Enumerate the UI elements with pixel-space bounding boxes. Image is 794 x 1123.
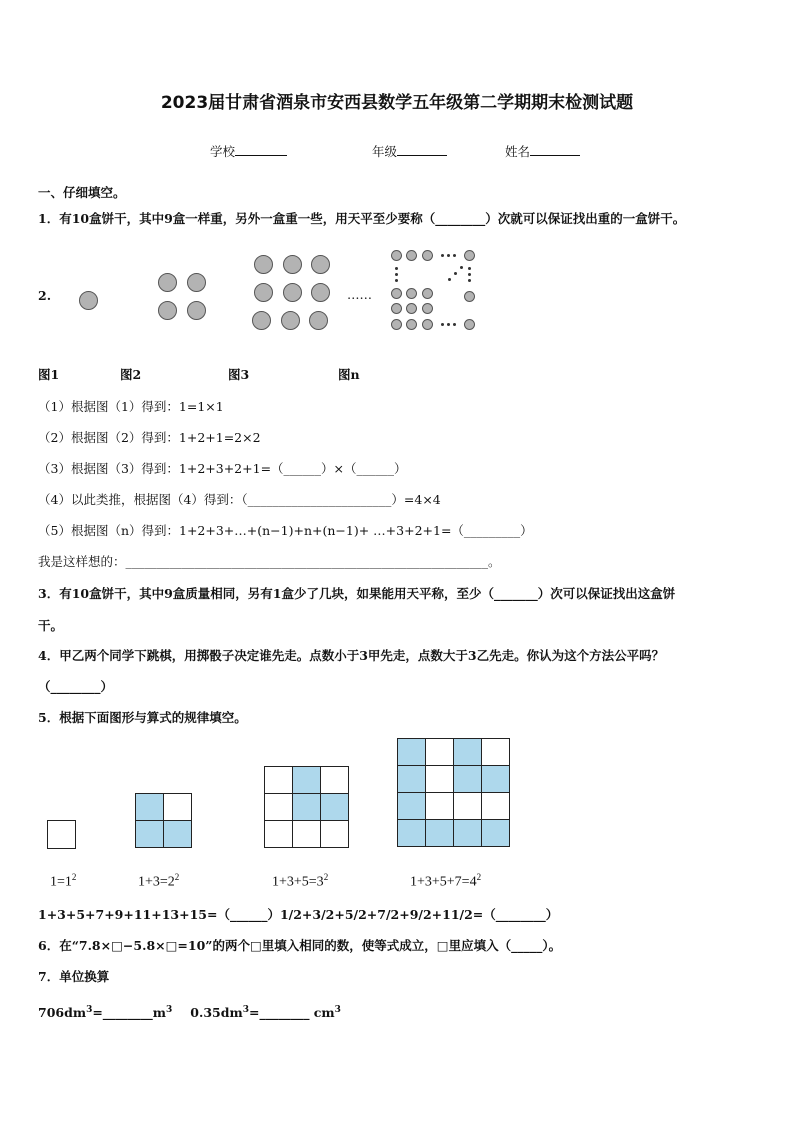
grid-1 [47, 820, 76, 849]
question-7-conversions: $706dm^3=\_\_\_\_\_\_\_\_m^3$ $0.35dm^3=\_\_\_\_\_\_\_\_$ $cm^3$ [38, 1005, 341, 1021]
grade-blank[interactable] [397, 143, 447, 156]
q2-explain: 我是这样想的：__________________________________________________________。 [38, 554, 501, 569]
equation-4: $1+3+5+7=4^2$ [410, 872, 482, 890]
question-4-blank: （________） [38, 679, 114, 694]
q2-line-1: （1）根据图（1）得到：1=1×1 [38, 399, 224, 414]
grid-4 [397, 738, 510, 847]
q2-line-2: （2）根据图（2）得到：1+2+1=2×2 [38, 430, 261, 445]
school-blank[interactable] [235, 143, 287, 156]
grid-3 [264, 766, 349, 848]
fig-label-1: 图1 [38, 367, 60, 382]
question-1: 1．有10盒饼干，其中9盒一样重，另外一盒重一些，用天平至少要称（________）次就可以保证找出重的一盒饼干。 [38, 211, 686, 226]
grade-field: 年级 [372, 142, 447, 160]
grid-2 [135, 793, 192, 848]
fig-label-n: 图n [338, 367, 360, 382]
equation-1: $1=1^2$ [50, 872, 77, 890]
question-7: 7．单位换算 [38, 969, 110, 984]
name-blank[interactable] [530, 143, 580, 156]
fig-label-2: 图2 [120, 367, 142, 382]
page-title: 2023届甘肃省酒泉市安西县数学五年级第二学期期末检测试题 [160, 93, 634, 113]
equation-2: $1+3=2^2$ [138, 872, 180, 890]
school-field: 学校 [210, 142, 287, 160]
figure-ellipsis: …… [347, 287, 372, 302]
question-5-blanks: 1+3+5+7+9+11+13+15=（______）1/2+3/2+5/2+7/2+9/2+11/2=（________） [38, 907, 559, 922]
question-3-cont: 干。 [38, 618, 64, 633]
question-2-number: 2. [38, 288, 52, 303]
question-4: 4．甲乙两个同学下跳棋，用掷骰子决定谁先走。点数小于3甲先走，点数大于3乙先走。你认为这个方法公平吗？ [38, 648, 665, 663]
question-3: 3．有10盒饼干，其中9盒质量相同，另有1盒少了几块，如果能用天平称，至少（_______）次可以保证找出这盒饼 [38, 586, 676, 601]
question-5: 5．根据下面图形与算式的规律填空。 [38, 710, 247, 725]
q2-line-4: （4）以此类推，根据图（4）得到：（_______________________）=4×4 [38, 492, 441, 507]
section-heading: 一、仔细填空。 [38, 185, 126, 200]
equation-3: $1+3+5=3^2$ [272, 872, 329, 890]
q2-line-5: （5）根据图（n）得到：1+2+3+…+(n−1)+n+(n−1)+ …+3+2+1=（_________） [38, 523, 533, 538]
question-6: 6．在“7.8×□−5.8×□=10”的两个□里填入相同的数，使等式成立，□里应填入（_____）。 [38, 938, 562, 953]
name-field: 姓名 [505, 142, 580, 160]
fig-label-3: 图3 [228, 367, 250, 382]
q2-line-3: （3）根据图（3）得到：1+2+3+2+1=（______）×（______） [38, 461, 407, 476]
